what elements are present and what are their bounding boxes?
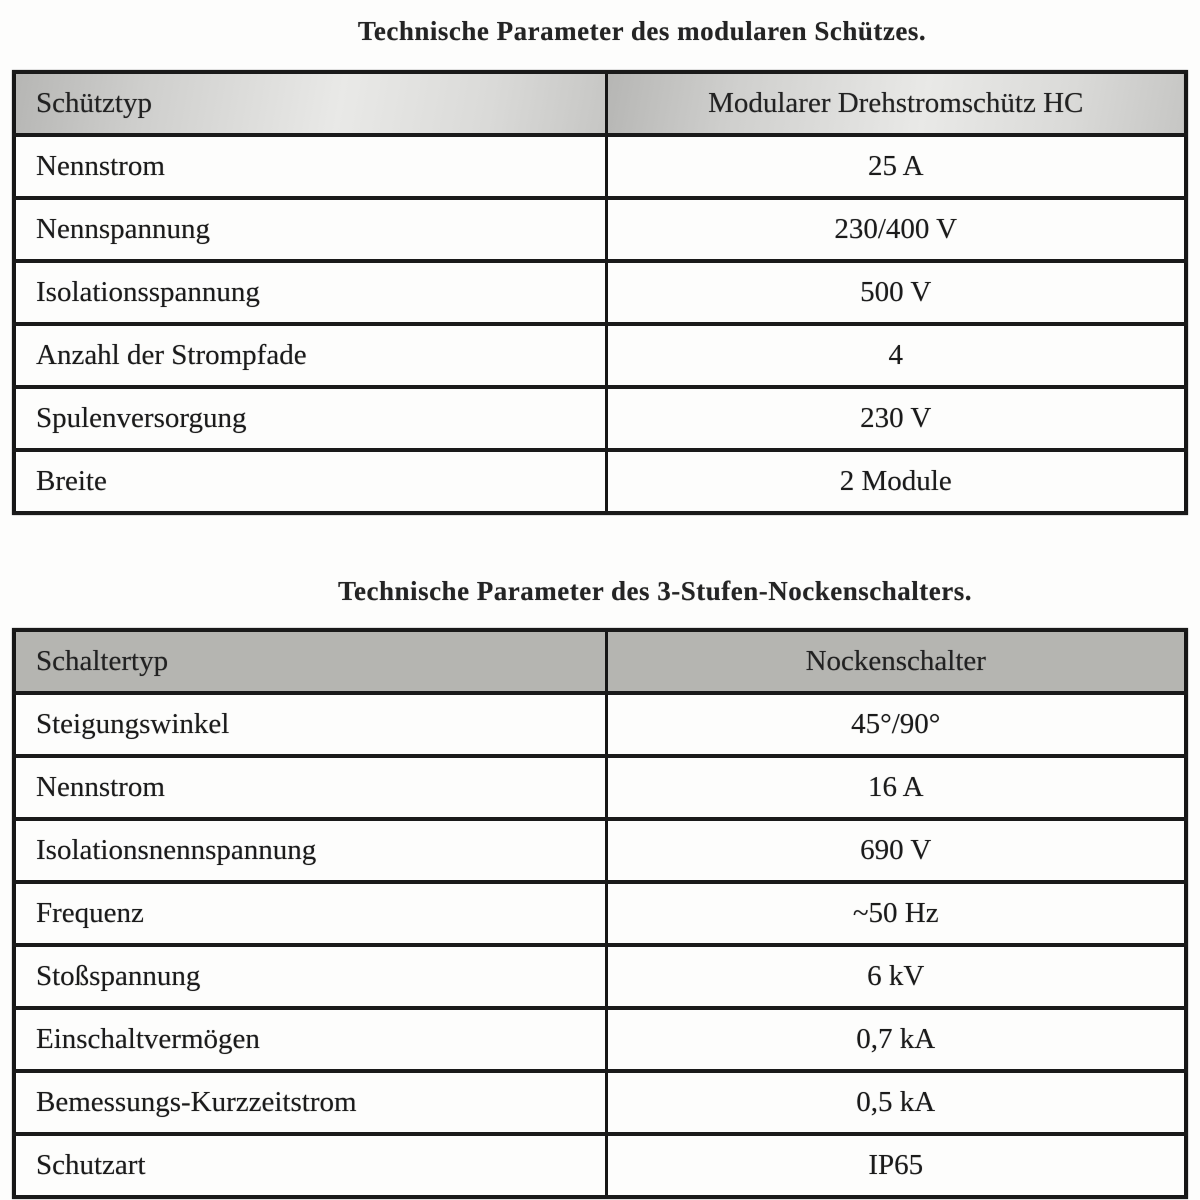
table-row xyxy=(14,1008,1186,1071)
row-label-cell: Breite xyxy=(14,450,606,513)
row-value-cell: 45°/90° xyxy=(606,693,1186,756)
row-value-cell: 0,7 kA xyxy=(606,1008,1186,1071)
row-label-cell: Nennstrom xyxy=(14,756,606,819)
row-value-cell: 4 xyxy=(606,324,1186,387)
table2-title: Technische Parameter des 3-Stufen-Nockenschalters. xyxy=(338,576,972,606)
table-row xyxy=(14,198,1186,261)
row-value-cell: 6 kV xyxy=(606,945,1186,1008)
row-label-cell: Bemessungs-Kurzzeitstrom xyxy=(14,1071,606,1134)
row-label-cell: Nennspannung xyxy=(14,198,606,261)
row-value-cell: IP65 xyxy=(606,1134,1186,1197)
contactor-parameters-table xyxy=(12,70,1188,515)
table-row xyxy=(14,819,1186,882)
header-label-cell: Schütztyp xyxy=(14,72,606,135)
row-label-cell: Isolationsspannung xyxy=(14,261,606,324)
row-label-cell: Nennstrom xyxy=(14,135,606,198)
row-label-cell: Schutzart xyxy=(14,1134,606,1197)
row-value-cell: 2 Module xyxy=(606,450,1186,513)
row-label-cell: Frequenz xyxy=(14,882,606,945)
row-value-cell: 0,5 kA xyxy=(606,1071,1186,1134)
row-value-cell: 16 A xyxy=(606,756,1186,819)
row-value-cell: 690 V xyxy=(606,819,1186,882)
table-row xyxy=(14,693,1186,756)
row-value-cell: 25 A xyxy=(606,135,1186,198)
header-label-cell: Schaltertyp xyxy=(14,630,606,693)
row-value-cell: 230/400 V xyxy=(606,198,1186,261)
table1-title: Technische Parameter des modularen Schützes. xyxy=(357,16,927,46)
row-label-cell: Steigungswinkel xyxy=(14,693,606,756)
table-row xyxy=(14,1071,1186,1134)
row-value-cell: 500 V xyxy=(606,261,1186,324)
row-label-cell: Stoßspannung xyxy=(14,945,606,1008)
table-row xyxy=(14,450,1186,513)
row-value-cell: ~50 Hz xyxy=(606,882,1186,945)
cam-switch-parameters-table xyxy=(12,628,1188,1199)
table-row xyxy=(14,1134,1186,1197)
table-row xyxy=(14,387,1186,450)
table-row xyxy=(14,882,1186,945)
row-label-cell: Anzahl der Strompfade xyxy=(14,324,606,387)
header-value-cell: Nockenschalter xyxy=(606,630,1186,693)
table-row xyxy=(14,756,1186,819)
table-header-row xyxy=(14,72,1186,135)
row-value-cell: 230 V xyxy=(606,387,1186,450)
table-row xyxy=(14,324,1186,387)
table-row xyxy=(14,261,1186,324)
row-label-cell: Einschaltvermögen xyxy=(14,1008,606,1071)
row-label-cell: Spulenversorgung xyxy=(14,387,606,450)
table-row xyxy=(14,135,1186,198)
table-row xyxy=(14,945,1186,1008)
table-header-row xyxy=(14,630,1186,693)
header-value-cell: Modularer Drehstromschütz HC xyxy=(606,72,1186,135)
row-label-cell: Isolationsnennspannung xyxy=(14,819,606,882)
